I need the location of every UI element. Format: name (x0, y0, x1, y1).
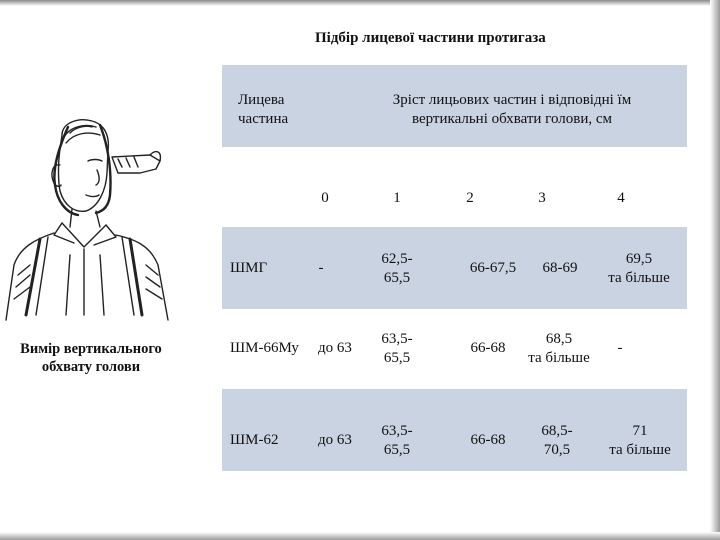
row-cell: 62,5- 65,5 (381, 251, 413, 286)
row-mask-name: ШМ-62 (230, 432, 279, 448)
slide-right-edge (710, 0, 720, 540)
caption-line-2: обхвату голови (41, 359, 141, 375)
row-mask-name: ШМГ (230, 260, 268, 276)
slide-top-edge (0, 0, 720, 6)
row-cell: 63,5- 65,5 (381, 331, 413, 366)
table-header-row (222, 65, 687, 147)
table-index-row (222, 147, 687, 227)
caption-line-1: Вимір вертикального (20, 341, 162, 357)
index-cell: 0 (321, 190, 329, 206)
page-title: Підбір лицевої частини протигаза (315, 30, 546, 46)
row-cell: 68-69 (542, 260, 578, 276)
illustration-caption (6, 340, 176, 376)
table-row (222, 227, 687, 309)
slide-bottom-edge (0, 532, 720, 540)
row-cell: 66-68 (470, 432, 506, 448)
row-cell: до 63 (318, 340, 352, 356)
row-cell: 68,5- 70,5 (541, 423, 573, 458)
header-sizes-title: Зріст лицьових частин і відповідні їм вертикальні обхвати голови, см (392, 92, 632, 127)
row-cell: 68,5 та більше (528, 331, 590, 366)
mask-size-table (222, 65, 687, 471)
row-cell: - (617, 340, 623, 356)
header-face-part: Лицева частина (238, 92, 289, 127)
row-cell: 66-67,5 (469, 260, 517, 276)
row-cell: 69,5 та більше (608, 251, 670, 286)
row-cell: 66-68 (470, 340, 506, 356)
table-row (222, 389, 687, 471)
row-cell: - (318, 260, 324, 276)
index-cell: 4 (617, 190, 625, 206)
row-mask-name: ШМ-66Му (230, 340, 299, 356)
index-cell: 3 (538, 190, 546, 206)
row-cell: до 63 (318, 432, 352, 448)
row-cell: 63,5- 65,5 (381, 423, 413, 458)
index-cell: 2 (466, 190, 474, 206)
table-row (222, 309, 687, 389)
row-cell: 71 та більше (609, 423, 671, 458)
head-measurement-illustration (0, 115, 175, 330)
index-cell: 1 (393, 190, 401, 206)
